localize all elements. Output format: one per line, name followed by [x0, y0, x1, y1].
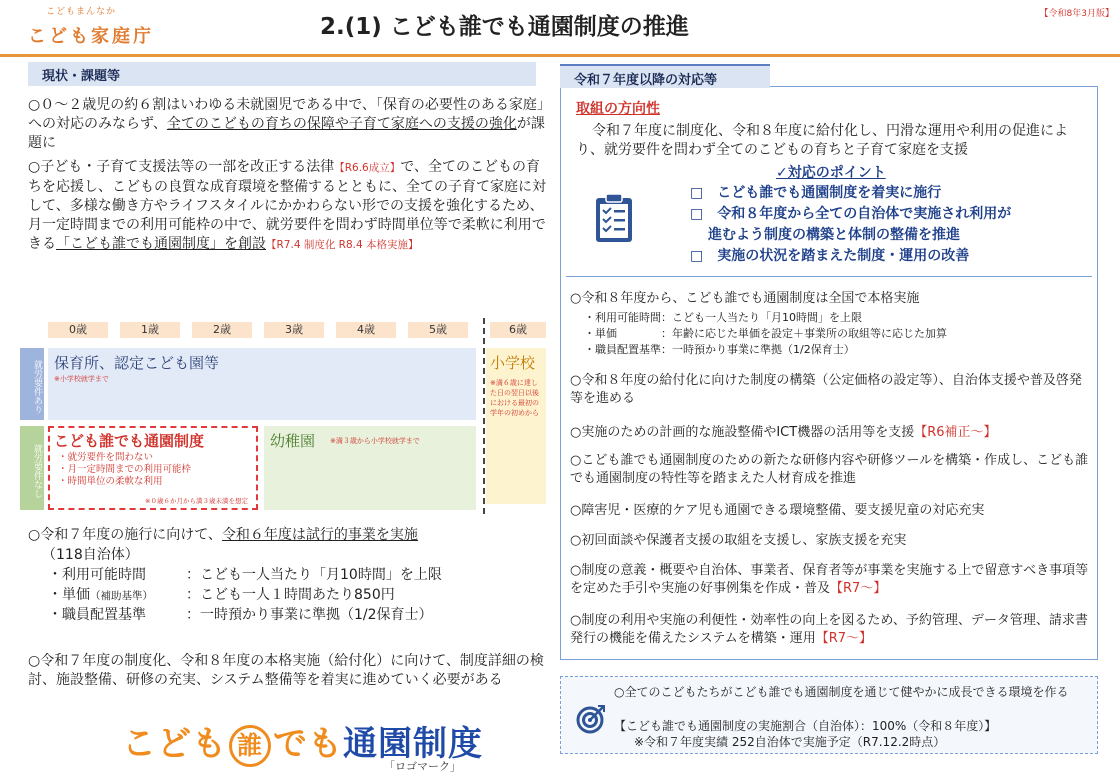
point-item-2: □ 令和８年度から全ての自治体で実施され利用が	[690, 206, 1012, 222]
paragraph-current-2: ○子ども・子育て支援法等の一部を改正する法律【R6.6成立】で、全てのこどもの育ちを応援し、こどもの良質な成育環境を整備するとともに、全ての子育て家庭に対して、多様な働き方やライフスタイルにかかわらない形での支援を強化するため、月一定時間までの利用可能枠の中で、就労要件を問わず時間単位等で柔軟に利用できる「こども誰でも通園制度」を創設【R7.4 制度化 R8.4 本格実施】	[28, 159, 546, 252]
point-item-1: □ こども誰でも通園制度を着実に施行	[690, 185, 942, 201]
school-boundary-line	[483, 318, 485, 514]
point-title: ✓対応のポイント	[776, 165, 886, 181]
daredemo-system-box	[48, 426, 258, 510]
row-label-unemployed: 就労要件なし	[20, 426, 44, 510]
measure-1-row-3: ・職員配置基準：一時預かり事業に準拠（1/2保育士）	[584, 343, 855, 356]
goal-text: ○全てのこどもたちがこども誰でも通園制度を通じて健やかに成長できる環境を作る	[614, 685, 1069, 699]
measure-1: ○令和８年度から、こども誰でも通園制度は全国で本格実施	[570, 291, 920, 306]
age-4: 4歳	[336, 322, 396, 338]
age-2: 2歳	[192, 322, 252, 338]
paragraph-current-4: ○令和７年度の制度化、令和８年度の本格実施（給付化）に向けて、制度詳細の検討、施設整備、研修の充実、システム整備等を着実に進めていく必要がある	[28, 653, 544, 688]
pilot-count: （118自治体）	[42, 547, 139, 563]
measure-8: ○制度の利用や実施の利便性・効率性の向上を図るため、予約管理、データ管理、請求書発行の機能を備えたシステムを構築・運用【R7～】	[570, 613, 1088, 646]
age-1: 1歳	[120, 322, 180, 338]
pilot-row-value-2: ：こども一人１時間あたり850円	[186, 587, 395, 603]
elementary-school-box	[486, 348, 546, 504]
daredemo-note: ※０歳６か月から満３歳未満を想定	[145, 497, 248, 505]
age-3: 3歳	[264, 322, 324, 338]
age-0: 0歳	[48, 322, 108, 338]
clipboard-icon	[594, 192, 634, 244]
goal-target: 【こども誰でも通園制度の実施割合（自治体）：100%（令和８年度）】	[614, 719, 997, 733]
pilot-row-value-3: ：一時預かり事業に準拠（1/2保育士）	[186, 607, 433, 623]
elementary-school-note: ※満６歳に達した日の翌日以後における最初の学年の初めから	[490, 379, 539, 417]
measure-3: ○実施のための計画的な施設整備やICT機器の活用等を支援【R6補正～】	[570, 425, 997, 440]
agency-logo: こども家庭庁	[28, 26, 154, 47]
page-title: 2.(1) こども誰でも通園制度の推進	[320, 14, 689, 40]
point-item-2-cont: 進むよう制度の構築と体制の整備を推進	[708, 227, 960, 243]
logo-tagline: こどもまんなか	[46, 7, 117, 17]
daredemo-features: ・就労要件を問わない ・月一定時間までの利用可能枠 ・時間単位の柔軟な利用	[58, 452, 192, 487]
pilot-row-key-2: ・単価（補助基準）	[48, 587, 153, 603]
row-label-employed: 就労要件あり	[20, 348, 44, 420]
measure-4: ○こども誰でも通園制度のための新たな研修内容や研修ツールを構築・作成し、こども誰でも通園制度の特性等を踏まえた人材育成を推進	[570, 453, 1089, 486]
measure-6: ○初回面談や保護者支援の取組を支援し、家族支援を充実	[570, 533, 907, 548]
section-heading-future: 令和７年度以降の対応等	[560, 64, 770, 88]
date-badge: 【令和8年3月版】	[1039, 9, 1114, 19]
dare-circle-icon: 誰	[229, 725, 271, 767]
measure-2: ○令和８年度の給付化に向けた制度の構築（公定価格の設定等）、自治体支援や普及啓発等を進める	[570, 373, 1082, 406]
nursery-label: 保育所、認定こども園等	[54, 354, 220, 372]
pilot-row-value-1: ：こども一人当たり「月10時間」を上限	[186, 567, 442, 583]
paragraph-current-3: ○令和７年度の施行に向けて、令和６年度は試行的事業を実施	[28, 527, 418, 543]
pilot-row-key-3: ・職員配置基準	[48, 607, 146, 623]
direction-text: 令和７年度に制度化、令和８年度に給付化し、円滑な運用や利用の促進により、就労要件を問わず全てのこどもの育ちと子育て家庭を支援	[576, 123, 1068, 158]
goal-actual: ※令和７年度実績 252自治体で実施予定（R7.12.2時点）	[634, 735, 946, 749]
measure-5: ○障害児・医療的ケア児も通園できる環境整備、要支援児童の対応充実	[570, 503, 985, 518]
nursery-band	[48, 348, 476, 420]
measure-1-row-2: ・単価 ：年齢に応じた単価を設定＋事業所の取組等に応じた加算	[584, 327, 947, 340]
direction-title: 取組の方向性	[576, 101, 660, 117]
age-5: 5歳	[408, 322, 468, 338]
point-divider	[566, 276, 1092, 277]
target-icon	[576, 704, 606, 734]
kindergarten-band	[264, 426, 476, 510]
elementary-school-label: 小学校	[490, 354, 536, 372]
age-6: 6歳	[490, 322, 546, 338]
logo-caption: 「ロゴマーク」	[384, 760, 461, 773]
point-item-3: □ 実施の状況を踏まえた制度・運用の改善	[690, 248, 970, 264]
measure-1-row-1: ・利用可能時間：こども一人当たり「月10時間」を上限	[584, 311, 862, 324]
pilot-row-key-1: ・利用可能時間	[48, 567, 146, 583]
measure-7: ○制度の意義・概要や自治体、事業者、保育者等が事業を実施する上で留意すべき事項等を定めた手引や実施の好事例集を作成・普及【R7～】	[570, 563, 1089, 596]
paragraph-current-1: ○０～２歳児の約６割はいわゆる未就園児である中で、「保育の必要性のある家庭」への対応のみならず、全てのこどもの育ちの保障や子育て家庭への支援の強化が課題に	[28, 97, 551, 151]
kindergarten-note: ※満３歳から小学校就学まで	[330, 437, 420, 445]
daredemo-title: こども誰でも通園制度	[54, 432, 205, 450]
program-logo: こども 誰 でも通園制度	[122, 716, 483, 767]
section-heading-current: 現状・課題等	[28, 62, 536, 86]
nursery-note: ※小学校就学まで	[54, 375, 109, 383]
header-divider	[0, 54, 1120, 57]
kindergarten-label: 幼稚園	[270, 432, 316, 450]
